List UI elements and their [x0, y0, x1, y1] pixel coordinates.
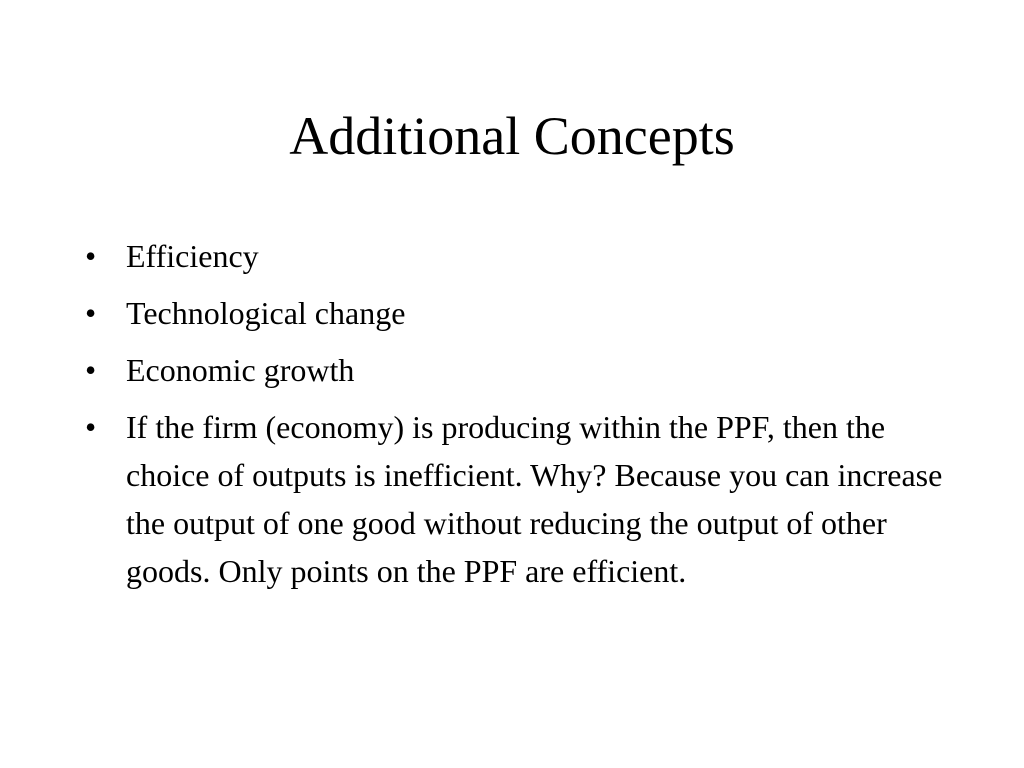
- bullet-icon: •: [85, 295, 97, 331]
- bullet-icon: •: [85, 238, 97, 274]
- bullet-list: [85, 232, 955, 604]
- slide-title: Additional Concepts: [289, 106, 735, 166]
- list-item: [85, 346, 955, 394]
- bullet-text-efficiency: Efficiency: [126, 238, 259, 274]
- bullet-text-technological-change: Technological change: [126, 295, 406, 331]
- list-item: [85, 289, 955, 337]
- list-item: [85, 403, 955, 595]
- bullet-icon: •: [85, 409, 97, 445]
- bullet-text-economic-growth: Economic growth: [126, 352, 355, 388]
- list-item: [85, 232, 955, 280]
- bullet-icon: •: [85, 352, 97, 388]
- bullet-text-ppf-explanation: If the firm (economy) is producing within the PPF, then the choice of outputs is inefficient. Why? Because you can increase the output of one good without reducing the output of other goods. Only points on the PPF are efficient.: [126, 409, 943, 589]
